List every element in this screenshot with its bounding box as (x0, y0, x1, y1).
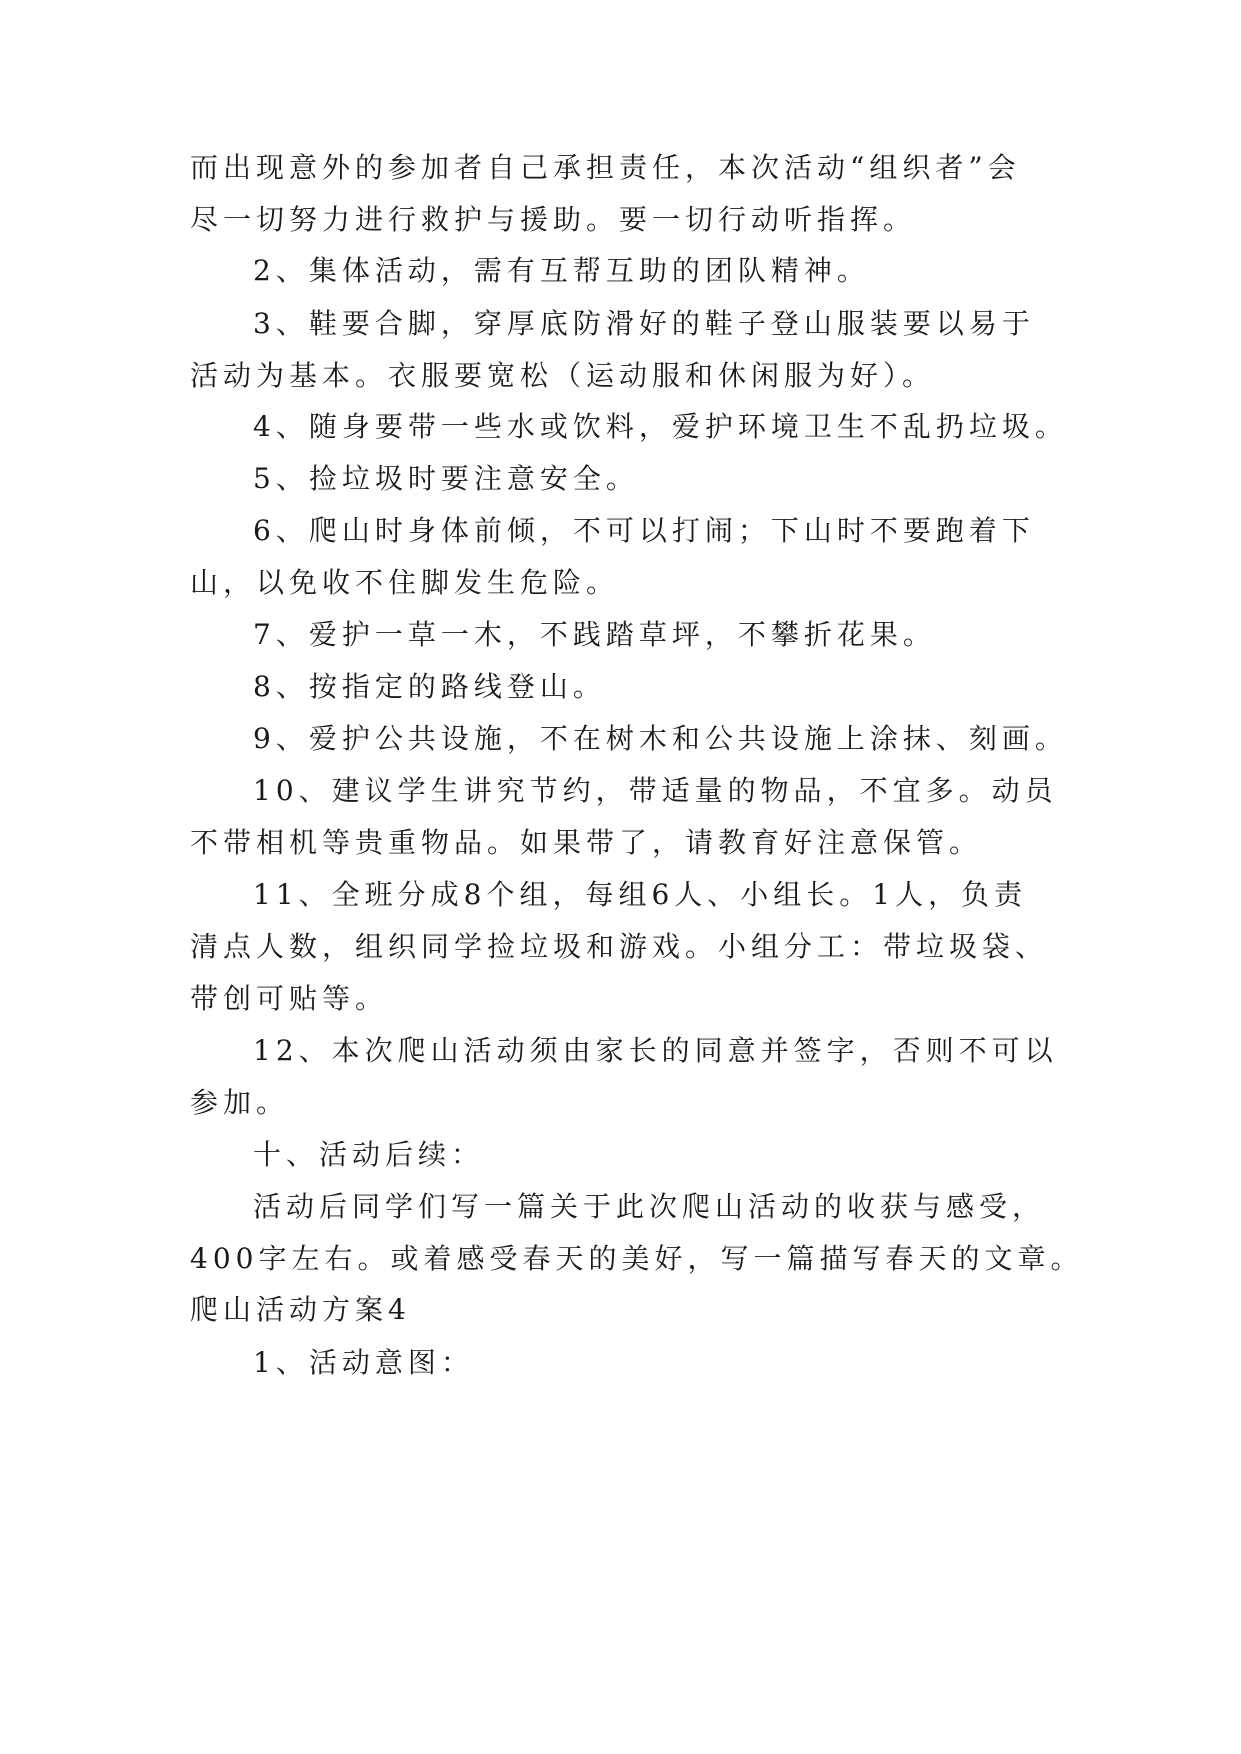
paragraph-line: 400字左右。或着感受春天的美好，写一篇描写春天的文章。 (190, 1242, 1084, 1275)
section-heading: 十、活动后续： (253, 1138, 485, 1171)
list-item-3: 3、鞋要合脚，穿厚底防滑好的鞋子登山服装要以易于 (253, 307, 1035, 340)
paragraph-line: 清点人数，组织同学捡垃圾和游戏。小组分工：带垃圾袋、 (190, 930, 1049, 963)
list-item-9: 9、爱护公共设施，不在树木和公共设施上涂抹、刻画。 (253, 722, 1068, 755)
list-item-12: 12、本次爬山活动须由家长的同意并签字，否则不可以 (253, 1034, 1058, 1067)
list-item-6: 6、爬山时身体前倾，不可以打闹；下山时不要跑着下 (253, 514, 1035, 547)
paragraph-line: 活动后同学们写一篇关于此次爬山活动的收获与感受， (253, 1190, 1046, 1223)
paragraph-line: 不带相机等贵重物品。如果带了，请教育好注意保管。 (190, 826, 983, 859)
section-title: 爬山活动方案4 (190, 1293, 411, 1326)
list-item-11: 11、全班分成8个组，每组6人、小组长。1人，负责 (253, 878, 1028, 911)
paragraph-line: 参加。 (190, 1086, 290, 1119)
paragraph-line: 带创可贴等。 (190, 982, 389, 1015)
list-item-10: 10、建议学生讲究节约，带适量的物品，不宜多。动员 (253, 774, 1058, 807)
paragraph-line: 山，以免收不住脚发生危险。 (190, 566, 620, 599)
list-item-5: 5、捡垃圾时要注意安全。 (253, 462, 639, 495)
list-item-7: 7、爱护一草一木，不践踏草坪，不攀折花果。 (253, 618, 936, 651)
paragraph-line: 而出现意外的参加者自己承担责任，本次活动“组织者”会 (190, 151, 1021, 184)
paragraph-line: 尽一切努力进行救护与援助。要一切行动听指挥。 (190, 203, 917, 236)
paragraph-line: 活动为基本。衣服要宽松（运动服和休闲服为好）。 (190, 359, 936, 392)
list-item-8: 8、按指定的路线登山。 (253, 670, 606, 703)
list-item-4: 4、随身要带一些水或饮料，爱护环境卫生不乱扔垃圾。 (253, 410, 1068, 443)
list-item-2: 2、集体活动，需有互帮互助的团队精神。 (253, 254, 870, 287)
list-item-1: 1、活动意图： (253, 1346, 474, 1379)
